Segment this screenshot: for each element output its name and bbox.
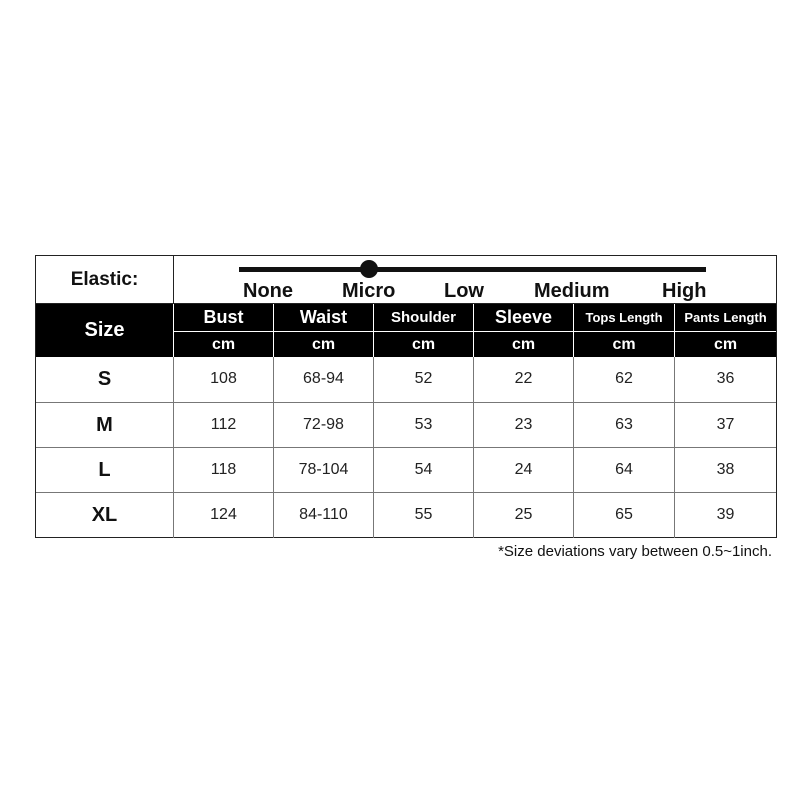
column-header-shoulder: Shoulder [390,309,456,326]
tops-length-cell: 65 [615,506,633,523]
elastic-label: Elastic: [36,256,174,303]
waist-cell: 68-94 [303,370,344,387]
column-unit-shoulder: cm [411,335,436,353]
size-deviation-note: *Size deviations vary between 0.5~1inch. [498,543,772,560]
column-unit-pants-length: cm [713,335,738,353]
column-header-sleeve: Sleeve [494,307,553,327]
column-unit-waist: cm [311,335,336,353]
waist-cell: 84-110 [299,506,348,523]
column-divider [373,357,374,538]
size-column-header: Size [84,319,125,341]
table-row [36,357,776,402]
bust-cell: 124 [210,506,237,523]
shoulder-cell: 54 [414,461,433,478]
waist-cell: 78-104 [298,461,349,478]
column-unit-tops-length: cm [612,335,636,353]
column-divider [573,357,574,538]
elastic-scale-line [239,267,706,272]
column-divider [674,357,675,538]
bust-cell: 118 [210,461,237,478]
elastic-level-micro: Micro [342,280,396,302]
column-divider [473,357,474,538]
bust-cell: 112 [210,416,237,433]
tops-length-cell: 62 [615,370,633,387]
size-cell: M [96,413,113,436]
size-cell: XL [91,503,118,526]
size-chart [35,255,777,538]
column-divider [273,357,274,538]
tops-length-cell: 64 [615,461,633,478]
size-cell: L [98,458,111,481]
table-row [36,402,776,447]
shoulder-cell: 55 [414,506,433,523]
sleeve-cell: 24 [514,461,533,478]
column-header-waist: Waist [299,307,348,327]
sleeve-cell: 22 [514,370,533,387]
table-row [36,492,776,537]
elastic-level-high: High [662,280,707,302]
waist-cell: 72-98 [303,416,344,433]
column-header-tops-length: Tops Length [585,310,663,325]
elastic-row [36,256,776,304]
tops-length-cell: 63 [615,416,633,433]
column-header-bust: Bust [203,307,244,327]
pants-length-cell: 39 [716,506,735,523]
table-row [36,447,776,492]
size-cell: S [97,367,112,390]
table-header [36,304,776,357]
elastic-selected-marker [360,260,378,278]
pants-length-cell: 37 [716,416,735,433]
column-unit-sleeve: cm [511,335,536,353]
sleeve-cell: 25 [514,506,533,523]
pants-length-cell: 36 [716,370,735,387]
elastic-scale [174,256,776,303]
elastic-level-none: None [243,280,293,302]
column-unit-bust: cm [211,335,236,353]
pants-length-cell: 38 [716,461,735,478]
elastic-level-medium: Medium [534,280,610,302]
sleeve-cell: 23 [514,416,533,433]
bust-cell: 108 [210,370,237,387]
column-divider [173,357,174,538]
shoulder-cell: 53 [414,416,433,433]
column-header-pants-length: Pants Length [684,310,767,325]
elastic-level-low: Low [444,280,484,302]
shoulder-cell: 52 [414,370,433,387]
